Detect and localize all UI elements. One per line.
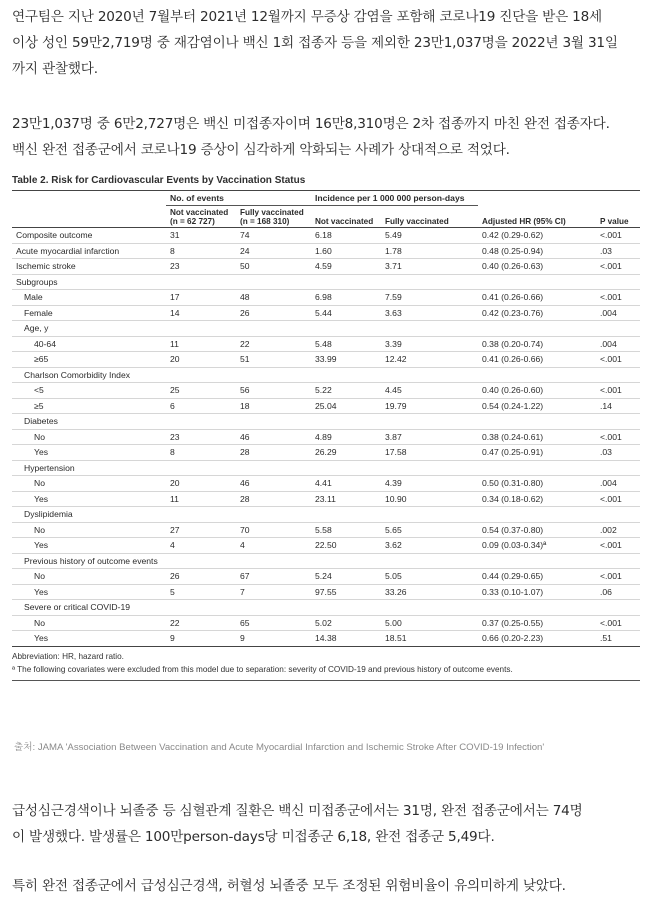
- not-vaccinated-events-cell: 5: [166, 584, 236, 600]
- row-label-cell: Acute myocardial infarction: [12, 243, 166, 259]
- not-vaccinated-incidence-cell: [311, 321, 381, 337]
- fully-vaccinated-incidence-cell: 10.90: [381, 491, 478, 507]
- row-label-cell: ≥65: [12, 352, 166, 368]
- adjusted-hr-cell: [478, 507, 596, 523]
- incidence-group-header: Incidence per 1 000 000 person-days: [311, 191, 478, 206]
- not-vaccinated-events-cell: [166, 367, 236, 383]
- not-vaccinated-events-cell: 20: [166, 352, 236, 368]
- fully-vaccinated-incidence-cell: 3.63: [381, 305, 478, 321]
- adjusted-hr-cell: 0.42 (0.23-0.76): [478, 305, 596, 321]
- text-line: 이상 성인 59만2,719명 중 재감염이나 백신 1회 접종자 등을 제외한 23만1,037명을 2022년 3월 31일: [12, 35, 618, 51]
- p-value-cell: [596, 274, 640, 290]
- fully-vaccinated-incidence-cell: 12.42: [381, 352, 478, 368]
- fully-vaccinated-incidence-cell: 3.87: [381, 429, 478, 445]
- fully-vaccinated-events-cell: 28: [236, 445, 311, 461]
- fully-vaccinated-events-cell: 65: [236, 615, 311, 631]
- table-row: [12, 522, 640, 538]
- fully-vaccinated-incidence-cell: 3.71: [381, 259, 478, 275]
- adjusted-hr-cell: 0.37 (0.25-0.55): [478, 615, 596, 631]
- adjusted-hr-cell: 0.38 (0.24-0.61): [478, 429, 596, 445]
- not-vaccinated-events-cell: 6: [166, 398, 236, 414]
- row-label-cell: Male: [12, 290, 166, 306]
- adjusted-hr-cell: [478, 414, 596, 430]
- text-line: 급성심근경색이나 뇌졸중 등 심혈관계 질환은 백신 미접종군에서는 31명, 완전 접종군에서는 74명: [12, 803, 583, 819]
- fully-vaccinated-incidence-cell: 19.79: [381, 398, 478, 414]
- fully-vaccinated-events-cell: [236, 600, 311, 616]
- not-vaccinated-incidence-cell: 5.02: [311, 615, 381, 631]
- fully-vaccinated-incidence-cell: 5.05: [381, 569, 478, 585]
- not-vaccinated-incidence-cell: 6.98: [311, 290, 381, 306]
- fully-vaccinated-incidence-cell: 17.58: [381, 445, 478, 461]
- row-label-cell: No: [12, 476, 166, 492]
- not-vaccinated-incidence-cell: 4.41: [311, 476, 381, 492]
- fully-vaccinated-events-cell: [236, 460, 311, 476]
- row-label-cell: No: [12, 522, 166, 538]
- not-vaccinated-events-cell: [166, 507, 236, 523]
- not-vaccinated-incidence-cell: 6.18: [311, 228, 381, 244]
- row-label-cell: Yes: [12, 491, 166, 507]
- table-row: [12, 336, 640, 352]
- not-vaccinated-events-cell: 9: [166, 631, 236, 647]
- not-vaccinated-events-cell: 27: [166, 522, 236, 538]
- text-line: 까지 관찰했다.: [12, 61, 98, 77]
- events-group-header: No. of events: [166, 191, 311, 206]
- footnote-a: ª The following covariates were excluded from this model due to separation: severity of COVID-19 and previous history of outcome events.: [12, 663, 640, 681]
- row-label-cell: Subgroups: [12, 274, 166, 290]
- table-row: [12, 383, 640, 399]
- text-line: 23만1,037명 중 6만2,727명은 백신 미접종자이며 16만8,310명은 2차 접종까지 마친 완전 접종자다.: [12, 116, 610, 132]
- row-label-cell: Severe or critical COVID-19: [12, 600, 166, 616]
- fully-vaccinated-incidence-cell: 5.65: [381, 522, 478, 538]
- p-value-cell: <.001: [596, 569, 640, 585]
- table-row: [12, 290, 640, 306]
- fully-vaccinated-events-cell: [236, 274, 311, 290]
- adjusted-hr-cell: 0.40 (0.26-0.63): [478, 259, 596, 275]
- adjusted-hr-header: Adjusted HR (95% CI): [482, 217, 566, 226]
- adjusted-hr-cell: 0.40 (0.26-0.60): [478, 383, 596, 399]
- row-label-cell: No: [12, 429, 166, 445]
- not-vaccinated-incidence-cell: 14.38: [311, 631, 381, 647]
- not-vaccinated-events-cell: 31: [166, 228, 236, 244]
- fully-vaccinated-incidence-cell: [381, 553, 478, 569]
- table-row: [12, 321, 640, 337]
- p-value-cell: .002: [596, 522, 640, 538]
- p-value-cell: <.001: [596, 538, 640, 554]
- article-paragraph-2: [12, 111, 662, 163]
- row-label-cell: No: [12, 615, 166, 631]
- table-row: [12, 631, 640, 647]
- table-row: [12, 274, 640, 290]
- p-value-cell: .14: [596, 398, 640, 414]
- fully-vaccinated-events-cell: 22: [236, 336, 311, 352]
- adjusted-hr-cell: 0.54 (0.37-0.80): [478, 522, 596, 538]
- results-table: [12, 191, 640, 647]
- not-vaccinated-incidence-cell: 26.29: [311, 445, 381, 461]
- p-value-cell: .03: [596, 243, 640, 259]
- adjusted-hr-cell: 0.33 (0.10-1.07): [478, 584, 596, 600]
- adjusted-hr-cell: [478, 274, 596, 290]
- adjusted-hr-cell: [478, 553, 596, 569]
- not-vaccinated-incidence-cell: 4.89: [311, 429, 381, 445]
- fully-vaccinated-incidence-cell: [381, 274, 478, 290]
- fully-vaccinated-events-cell: 24: [236, 243, 311, 259]
- not-vaccinated-incidence-cell: 4.59: [311, 259, 381, 275]
- text-line: 이 발생했다. 발생률은 100만person-days당 미접종군 6,18, 완전 접종군 5,49다.: [12, 829, 495, 845]
- fully-vaccinated-incidence-cell: 4.45: [381, 383, 478, 399]
- table-row: [12, 352, 640, 368]
- fully-vaccinated-incidence-cell: [381, 507, 478, 523]
- p-value-cell: <.001: [596, 352, 640, 368]
- fully-vaccinated-events-cell: [236, 507, 311, 523]
- adjusted-hr-cell: 0.38 (0.20-0.74): [478, 336, 596, 352]
- p-value-cell: <.001: [596, 228, 640, 244]
- table-row: [12, 414, 640, 430]
- not-vaccinated-incidence-cell: 5.58: [311, 522, 381, 538]
- p-value-cell: [596, 367, 640, 383]
- fully-vaccinated-events-cell: 26: [236, 305, 311, 321]
- fully-vaccinated-events-cell: 74: [236, 228, 311, 244]
- not-vaccinated-incidence-cell: 5.22: [311, 383, 381, 399]
- p-value-cell: [596, 460, 640, 476]
- not-vaccinated-events-cell: 26: [166, 569, 236, 585]
- text-line: 백신 완전 접종군에서 코로나19 증상이 심각하게 악화되는 사례가 상대적으로 적었다.: [12, 142, 510, 158]
- not-vaccinated-events-cell: 20: [166, 476, 236, 492]
- not-vaccinated-incidence-cell: 22.50: [311, 538, 381, 554]
- not-vaccinated-events-cell: 17: [166, 290, 236, 306]
- not-vaccinated-incidence-cell: 25.04: [311, 398, 381, 414]
- article-paragraph-4: [12, 873, 662, 899]
- not-vaccinated-events-cell: 11: [166, 491, 236, 507]
- adjusted-hr-cell: 0.09 (0.03-0.34)ª: [478, 538, 596, 554]
- not-vaccinated-incidence-cell: [311, 460, 381, 476]
- p-value-cell: .004: [596, 305, 640, 321]
- not-vaccinated-incidence-header: Not vaccinated: [315, 217, 374, 226]
- row-label-cell: Hypertension: [12, 460, 166, 476]
- fully-vaccinated-incidence-cell: [381, 600, 478, 616]
- p-value-cell: [596, 553, 640, 569]
- table-row: [12, 460, 640, 476]
- fully-vaccinated-events-header: [236, 206, 311, 228]
- fully-vaccinated-events-cell: 67: [236, 569, 311, 585]
- fully-vaccinated-incidence-header: Fully vaccinated: [385, 217, 449, 226]
- p-value-cell: [596, 414, 640, 430]
- table-row: [12, 228, 640, 244]
- fully-vaccinated-events-cell: 46: [236, 476, 311, 492]
- not-vaccinated-incidence-cell: [311, 274, 381, 290]
- label-col-header: [12, 206, 166, 228]
- adjusted-hr-cell: 0.41 (0.26-0.66): [478, 290, 596, 306]
- source-caption: 출처: JAMA 'Association Between Vaccination and Acute Myocardial Infarction and Ischemic Stroke After COVID-19 Infection': [14, 742, 545, 753]
- article-paragraph-3: [12, 798, 662, 850]
- article-paragraph-1: [12, 4, 662, 82]
- adjusted-hr-cell: [478, 600, 596, 616]
- fully-vaccinated-incidence-cell: 5.00: [381, 615, 478, 631]
- not-vaccinated-incidence-cell: 5.48: [311, 336, 381, 352]
- row-label-cell: Yes: [12, 538, 166, 554]
- table-row: [12, 305, 640, 321]
- fully-vaccinated-incidence-cell: 4.39: [381, 476, 478, 492]
- table-row: [12, 600, 640, 616]
- row-label-cell: <5: [12, 383, 166, 399]
- not-vaccinated-incidence-cell: 97.55: [311, 584, 381, 600]
- p-value-cell: <.001: [596, 429, 640, 445]
- table-row: [12, 445, 640, 461]
- row-label-cell: Diabetes: [12, 414, 166, 430]
- not-vaccinated-events-cell: 11: [166, 336, 236, 352]
- not-vaccinated-events-header: [166, 206, 236, 228]
- not-vaccinated-events-cell: [166, 460, 236, 476]
- fully-vaccinated-incidence-cell: [381, 460, 478, 476]
- row-label-cell: Yes: [12, 631, 166, 647]
- table-row: [12, 259, 640, 275]
- fully-vaccinated-incidence-cell: [381, 321, 478, 337]
- table-row: [12, 429, 640, 445]
- not-vaccinated-events-cell: 23: [166, 429, 236, 445]
- fully-vaccinated-events-cell: [236, 553, 311, 569]
- table-title: Table 2. Risk for Cardiovascular Events by Vaccination Status: [12, 174, 640, 191]
- not-vaccinated-events-cell: 4: [166, 538, 236, 554]
- fully-vaccinated-incidence-cell: 3.39: [381, 336, 478, 352]
- row-label-cell: No: [12, 569, 166, 585]
- not-vaccinated-incidence-cell: [311, 367, 381, 383]
- fully-vaccinated-incidence-cell: 1.78: [381, 243, 478, 259]
- table-row: [12, 367, 640, 383]
- not-vaccinated-incidence-cell: [311, 553, 381, 569]
- not-vaccinated-incidence-cell: 5.24: [311, 569, 381, 585]
- table-body: [12, 228, 640, 647]
- row-label-cell: Ischemic stroke: [12, 259, 166, 275]
- fully-vaccinated-events-cell: 46: [236, 429, 311, 445]
- not-vaccinated-events-cell: [166, 553, 236, 569]
- not-vaccinated-events-cell: 22: [166, 615, 236, 631]
- not-vaccinated-events-cell: [166, 321, 236, 337]
- table-row: [12, 584, 640, 600]
- fully-vaccinated-events-cell: 4: [236, 538, 311, 554]
- adjusted-hr-cell: 0.66 (0.20-2.23): [478, 631, 596, 647]
- row-label-cell: Yes: [12, 584, 166, 600]
- not-vaccinated-events-cell: 25: [166, 383, 236, 399]
- adjusted-hr-cell: 0.34 (0.18-0.62): [478, 491, 596, 507]
- blank-header: [596, 191, 640, 206]
- row-label-cell: Dyslipidemia: [12, 507, 166, 523]
- fully-vaccinated-incidence-cell: 18.51: [381, 631, 478, 647]
- not-vaccinated-events-cell: [166, 274, 236, 290]
- row-label-cell: ≥5: [12, 398, 166, 414]
- adjusted-hr-cell: 0.54 (0.24-1.22): [478, 398, 596, 414]
- fully-vaccinated-incidence-cell: [381, 414, 478, 430]
- fully-vaccinated-events-cell: 51: [236, 352, 311, 368]
- p-value-cell: <.001: [596, 290, 640, 306]
- row-label-cell: Charlson Comorbidity Index: [12, 367, 166, 383]
- corner-cell: [12, 191, 166, 206]
- table-row: [12, 569, 640, 585]
- header-line: Fully vaccinated: [240, 208, 304, 217]
- header-line: Not vaccinated: [170, 208, 229, 217]
- p-value-cell: <.001: [596, 491, 640, 507]
- fully-vaccinated-events-cell: [236, 321, 311, 337]
- not-vaccinated-incidence-cell: 33.99: [311, 352, 381, 368]
- not-vaccinated-incidence-cell: [311, 600, 381, 616]
- table-row: [12, 476, 640, 492]
- row-label-cell: Previous history of outcome events: [12, 553, 166, 569]
- p-value-cell: .03: [596, 445, 640, 461]
- adjusted-hr-cell: 0.42 (0.29-0.62): [478, 228, 596, 244]
- table-footnotes: [12, 647, 640, 681]
- not-vaccinated-events-cell: 14: [166, 305, 236, 321]
- row-label-cell: Female: [12, 305, 166, 321]
- not-vaccinated-events-cell: [166, 414, 236, 430]
- table-row: [12, 615, 640, 631]
- row-label-cell: Composite outcome: [12, 228, 166, 244]
- fully-vaccinated-incidence-cell: [381, 367, 478, 383]
- row-label-cell: Yes: [12, 445, 166, 461]
- fully-vaccinated-events-cell: 28: [236, 491, 311, 507]
- p-value-cell: <.001: [596, 383, 640, 399]
- fully-vaccinated-events-cell: 70: [236, 522, 311, 538]
- not-vaccinated-events-cell: 8: [166, 445, 236, 461]
- text-line: 특히 완전 접종군에서 급성심근경색, 허혈성 뇌졸중 모두 조정된 위험비율이 유의미하게 낮았다.: [12, 878, 566, 894]
- p-value-cell: [596, 507, 640, 523]
- header-line: (n = 62 727): [170, 217, 215, 226]
- not-vaccinated-events-cell: 8: [166, 243, 236, 259]
- adjusted-hr-cell: [478, 367, 596, 383]
- table-row: [12, 553, 640, 569]
- table-row: [12, 491, 640, 507]
- table-row: [12, 398, 640, 414]
- header-line: (n = 168 310): [240, 217, 290, 226]
- fully-vaccinated-incidence-cell: 33.26: [381, 584, 478, 600]
- p-value-cell: .06: [596, 584, 640, 600]
- adjusted-hr-cell: 0.41 (0.26-0.66): [478, 352, 596, 368]
- fully-vaccinated-events-cell: 9: [236, 631, 311, 647]
- fully-vaccinated-events-cell: [236, 367, 311, 383]
- fully-vaccinated-events-cell: 18: [236, 398, 311, 414]
- table-row: [12, 538, 640, 554]
- table-row: [12, 243, 640, 259]
- p-value-cell: <.001: [596, 259, 640, 275]
- fully-vaccinated-events-cell: [236, 414, 311, 430]
- not-vaccinated-incidence-cell: 23.11: [311, 491, 381, 507]
- text-line: 연구팀은 지난 2020년 7월부터 2021년 12월까지 무증상 감염을 포함해 코로나19 진단을 받은 18세: [12, 9, 602, 25]
- results-table-figure: [12, 174, 640, 681]
- adjusted-hr-cell: [478, 321, 596, 337]
- footnote-abbreviation: Abbreviation: HR, hazard ratio.: [12, 651, 124, 661]
- not-vaccinated-events-cell: [166, 600, 236, 616]
- p-value-cell: [596, 321, 640, 337]
- not-vaccinated-incidence-cell: 1.60: [311, 243, 381, 259]
- p-value-header: P value: [600, 217, 629, 226]
- not-vaccinated-incidence-cell: 5.44: [311, 305, 381, 321]
- p-value-cell: .004: [596, 336, 640, 352]
- not-vaccinated-events-cell: 23: [166, 259, 236, 275]
- not-vaccinated-incidence-cell: [311, 414, 381, 430]
- adjusted-hr-cell: 0.44 (0.29-0.65): [478, 569, 596, 585]
- row-label-cell: Age, y: [12, 321, 166, 337]
- adjusted-hr-cell: 0.50 (0.31-0.80): [478, 476, 596, 492]
- not-vaccinated-incidence-cell: [311, 507, 381, 523]
- p-value-cell: <.001: [596, 615, 640, 631]
- p-value-cell: [596, 600, 640, 616]
- fully-vaccinated-events-cell: 56: [236, 383, 311, 399]
- blank-header: [478, 191, 596, 206]
- adjusted-hr-cell: [478, 460, 596, 476]
- fully-vaccinated-incidence-cell: 7.59: [381, 290, 478, 306]
- fully-vaccinated-events-cell: 7: [236, 584, 311, 600]
- table-row: [12, 507, 640, 523]
- row-label-cell: 40-64: [12, 336, 166, 352]
- adjusted-hr-cell: 0.47 (0.25-0.91): [478, 445, 596, 461]
- fully-vaccinated-events-cell: 48: [236, 290, 311, 306]
- fully-vaccinated-incidence-cell: 3.62: [381, 538, 478, 554]
- p-value-cell: .51: [596, 631, 640, 647]
- fully-vaccinated-incidence-cell: 5.49: [381, 228, 478, 244]
- fully-vaccinated-events-cell: 50: [236, 259, 311, 275]
- adjusted-hr-cell: 0.48 (0.25-0.94): [478, 243, 596, 259]
- p-value-cell: .004: [596, 476, 640, 492]
